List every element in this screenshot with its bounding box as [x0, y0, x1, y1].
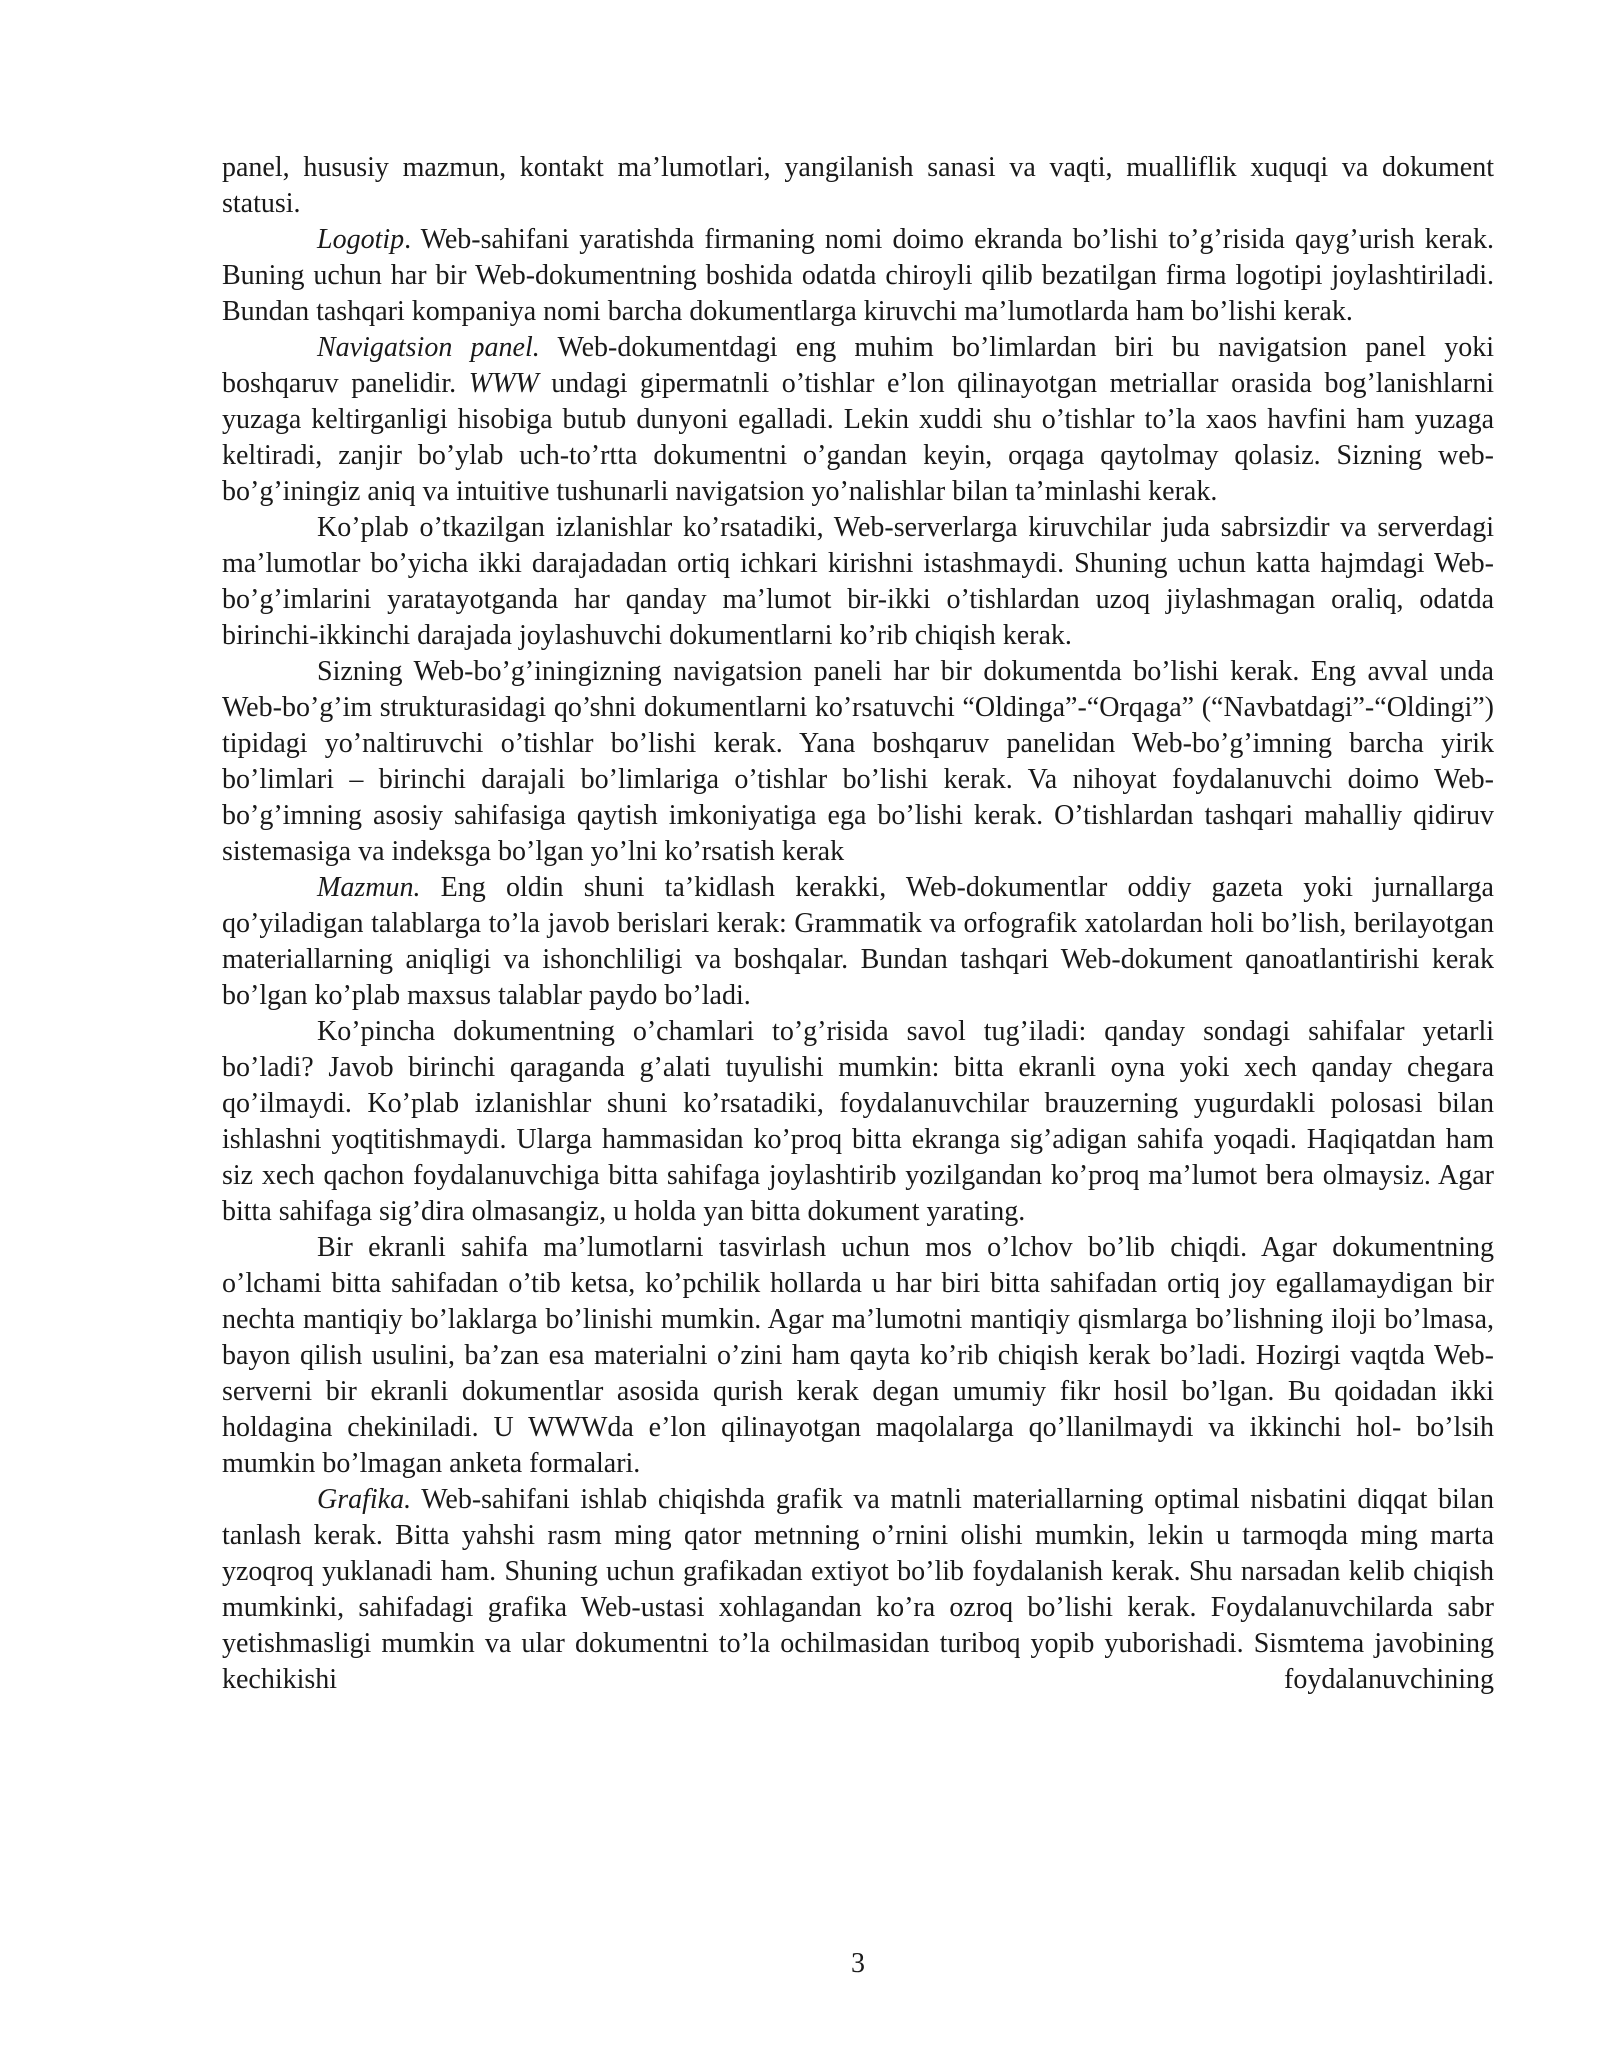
document-body [222, 150, 1494, 1698]
paragraph-navigatsion-paneli-text: Sizning Web-bo’g’iningizning navigatsion paneli har bir dokumentda bo’lishi kerak. Eng avval unda Web-bo’g’im strukturasidagi qo’shni dokumentlarni ko’rsatuvchi “Oldinga”-“Orqaga” (“Navbatdagi”-“Oldingi”) tipidagi yo’naltiruvchi o’tishlar bo’lishi kerak. Yana boshqaruv panelidan Web-bo’g’imning barcha yirik bo’limlari – birinchi darajali bo’limlariga o’tishlar bo’lishi kerak. Va nihoyat foydalanuvchi doimo Web-bo’g’imning asosiy sahifasiga qaytish imkoniyatiga ega bo’lishi kerak. O’tishlardan tashqari mahalliy qidiruv sistemasiga va indeksga bo’lgan yo’lni ko’rsatish kerak [222, 656, 1494, 867]
paragraph-izlanishlar-text: Ko’plab o’tkazilgan izlanishlar ko’rsatadiki, Web-serverlarga kiruvchilar juda sabrsizdir va serverdagi ma’lumotlar bo’yicha ikki darajadadan ortiq ichkari kirishni istashmaydi. Shuning uchun katta hajmdagi Web-bo’g’imlarini yaratayotganda har qanday ma’lumot bir-ikki o’tishlardan uzoq jiylashmagan oraliq, odatda birinchi-ikkinchi darajada joylashuvchi dokumentlarni ko’rib chiqish kerak. [222, 512, 1494, 651]
paragraph-mazmun-text: Eng oldin shuni ta’kidlash kerakki, Web-dokumentlar oddiy gazeta yoki jurnallarga qo’yiladigan talablarga to’la javob berislari kerak: Grammatik va orfografik xatolardan holi bo’lish, berilayotgan materiallarning aniqligi va ishonchliligi va boshqalar. Bundan tashqari Web-dokument qanoatlantirishi kerak bo’lgan ko’plab maxsus talablar paydo bo’ladi. [222, 872, 1494, 1011]
paragraph-navigatsion [222, 330, 1494, 510]
paragraph-mazmun [222, 870, 1494, 1014]
paragraph-navigatsion-www: WWW [468, 368, 539, 399]
paragraph-ochamlari [222, 1014, 1494, 1230]
paragraph-logotip-heading: Logotip [317, 224, 405, 255]
paragraph-1 [222, 150, 1494, 222]
paragraph-navigatsion-text-b: undagi gipermatnli o’tishlar e’lon qilinayotgan metriallar orasida bog’lanishlarni yuzaga keltirganligi hisobiga butub dunyoni egalladi. Lekin xuddi shu o’tishlar to’la xaos havfini ham yuzaga keltiradi, zanjir bo’ylab uch-to’rtta dokumentni o’gandan keyin, orqaga qaytolmay qolasiz. Sizning web-bo’g’iningiz aniq va intuitive tushunarli navigatsion yo’nalishlar bilan ta’minlashi kerak. [222, 368, 1495, 507]
paragraph-logotip-text: . Web-sahifani yaratishda firmaning nomi doimo ekranda bo’lishi to’g’risida qayg’urish kerak. Buning uchun har bir Web-dokumentning boshida odatda chiroyli qilib bezatilgan firma logotipi joylashtiriladi. Bundan tashqari kompaniya nomi barcha dokumentlarga kiruvchi ma’lumotlarda ham bo’lishi kerak. [222, 224, 1494, 327]
paragraph-izlanishlar [222, 510, 1494, 654]
paragraph-bir-ekranli-text: Bir ekranli sahifa ma’lumotlarni tasvirlash uchun mos o’lchov bo’lib chiqdi. Agar dokumentning o’lchami bitta sahifadan o’tib ketsa, ko’pchilik hollarda u har biri bitta sahifadan ortiq joy egallamaydigan bir nechta mantiqiy bo’laklarga bo’linishi mumkin. Agar ma’lumotni mantiqiy qismlarga bo’lishning iloji bo’lmasa, bayon qilish usulini, ba’zan esa materialni o’zini ham qayta ko’rib chiqish kerak bo’ladi. Hozirgi vaqtda Web-serverni bir ekranli dokumentlar asosida qurish kerak degan umumiy fikr hosil bo’lgan. Bu qoidadan ikki holdagina chekiniladi. U WWWda e’lon qilinayotgan maqolalarga qo’llanilmaydi va ikkinchi hol- bo’lsih mumkin bo’lmagan anketa formalari. [222, 1232, 1494, 1479]
paragraph-navigatsion-paneli [222, 654, 1494, 870]
paragraph-grafika-text: Web-sahifani ishlab chiqishda grafik va matnli materiallarning optimal nisbatini diqqat bilan tanlash kerak. Bitta yahshi rasm ming qator metnning o’rnini olishi mumkin, lekin u tarmoqda ming marta yzoqroq yuklanadi ham. Shuning uchun grafikadan extiyot bo’lib foydalanish kerak. Shu narsadan kelib chiqish mumkinki, sahifadagi grafika Web-ustasi xohlagandan ko’ra ozroq bo’lishi kerak. Foydalanuvchilarda sabr yetishmasligi mumkin va ular dokumentni to’la ochilmasidan turiboq yopib yuborishadi. Sismtema javobining kechikishi foydalanuvchining [222, 1484, 1494, 1695]
paragraph-ochamlari-text: Ko’pincha dokumentning o’chamlari to’g’risida savol tug’iladi: qanday sondagi sahifalar yetarli bo’ladi? Javob birinchi qaraganda g’alati tuyulishi mumkin: bitta ekranli oyna yoki xech qanday chegara qo’ilmaydi. Ko’plab izlanishlar shuni ko’rsatadiki, foydalanuvchilar brauzerning yugurdakli polosasi bilan ishlashni yoqtitishmaydi. Ularga hammasidan ko’proq bitta ekranga sig’adigan sahifa yoqadi. Haqiqatdan ham siz xech qachon foydalanuvchiga bitta sahifaga joylashtirib yozilgandan ko’proq ma’lumot bera olmaysiz. Agar bitta sahifaga sig’dira olmasangiz, u holda yan bitta dokument yarating. [222, 1016, 1494, 1227]
paragraph-grafika-heading: Grafika. [317, 1484, 412, 1515]
paragraph-1-text: panel, hususiy mazmun, kontakt ma’lumotlari, yangilanish sanasi va vaqti, mualliflik xuquqi va dokument statusi. [222, 152, 1494, 219]
paragraph-mazmun-heading: Mazmun. [317, 872, 421, 903]
paragraph-bir-ekranli [222, 1230, 1494, 1482]
paragraph-navigatsion-text-a: Web-dokumentdagi eng muhim bo’limlardan biri bu navigatsion panel yoki boshqaruv panelidir. [222, 332, 1494, 399]
paragraph-navigatsion-heading: Navigatsion panel. [317, 332, 540, 363]
paragraph-grafika [222, 1482, 1494, 1698]
page-number: 3 [851, 1948, 865, 1979]
paragraph-logotip [222, 222, 1494, 330]
